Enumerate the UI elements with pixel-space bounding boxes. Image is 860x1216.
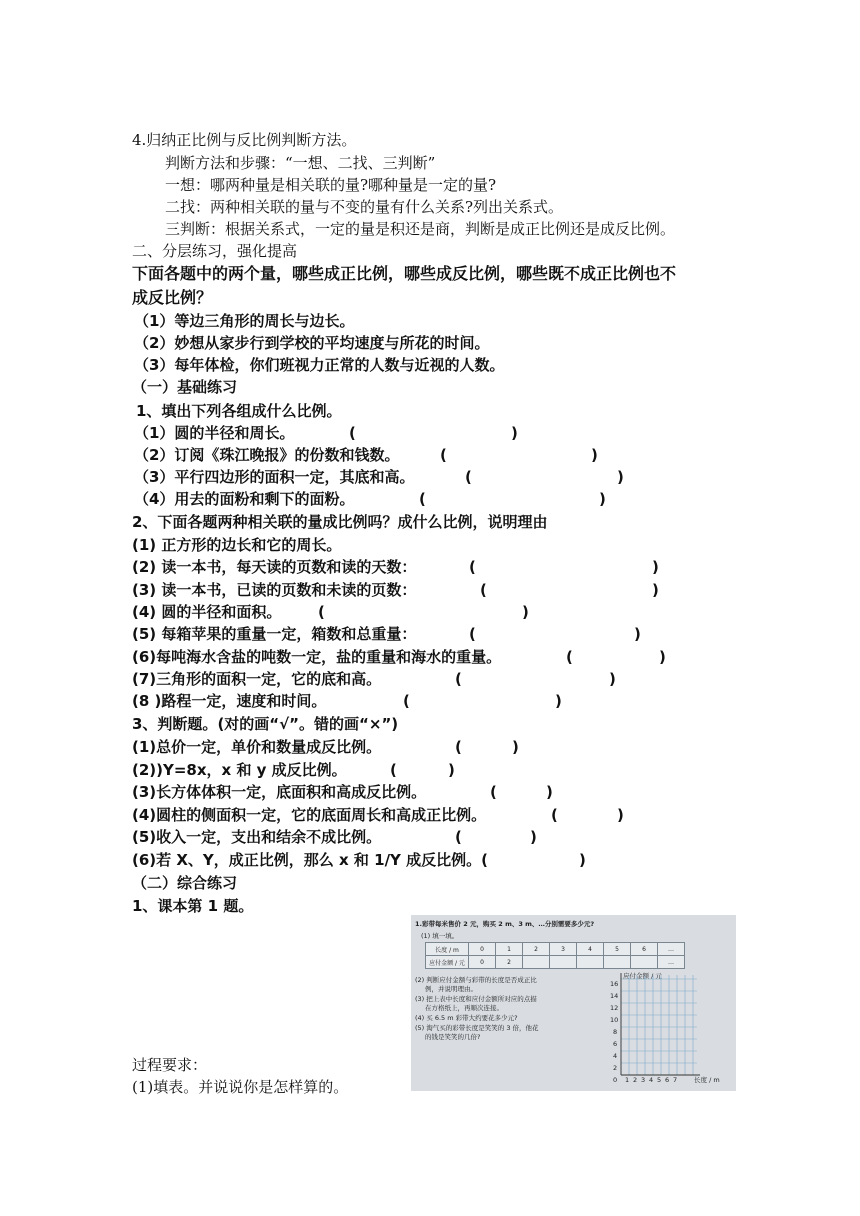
textbook-sub5: 的钱是笑笑的几倍?: [425, 1033, 481, 1041]
q2-item-text: (2) 读一本书，每天读的页数和读的天数：: [132, 558, 417, 576]
y-tick: 0: [613, 1076, 618, 1084]
answer-blank-close[interactable]: ): [448, 761, 455, 779]
step-one: 一想：哪两种量是相关联的量?哪种量是一定的量?: [165, 176, 497, 194]
table-cell: [577, 956, 604, 969]
answer-blank-close[interactable]: ): [579, 851, 586, 869]
table-cell: …: [658, 943, 685, 956]
q3-item-text: (3)长方体体积一定，底面积和高成反比例。: [132, 783, 427, 801]
y-tick: 12: [610, 1004, 619, 1012]
graph-grid: [602, 971, 702, 1079]
answer-blank-close[interactable]: ): [609, 670, 616, 688]
textbook-sub1: (1) 填一填。: [421, 932, 459, 940]
answer-blank-open[interactable]: (: [390, 761, 397, 779]
answer-blank-open[interactable]: (: [455, 828, 462, 846]
answer-blank-open[interactable]: (: [318, 603, 325, 621]
answer-blank-open[interactable]: (: [566, 648, 573, 666]
answer-blank-close[interactable]: ): [530, 828, 537, 846]
q3-item-text: (6)若 X、Y，成正比例，那么 x 和 1/Y 成反比例。(: [132, 851, 488, 869]
table-cell: 0: [469, 943, 496, 956]
table-cell: …: [658, 956, 685, 969]
answer-blank-close[interactable]: ): [512, 738, 519, 756]
answer-blank-open[interactable]: (: [469, 625, 476, 643]
table-header: 应付金额 / 元: [426, 956, 469, 969]
table-cell: 6: [631, 943, 658, 956]
table-cell: 3: [550, 943, 577, 956]
x-tick: 2: [633, 1076, 638, 1084]
q3-item-text: (2))Y=8x，x 和 y 成反比例。: [132, 761, 347, 779]
answer-blank-open[interactable]: (: [440, 446, 447, 464]
table-row: [426, 943, 685, 956]
textbook-sub4: (4) 买 6.5 m 彩带大约要花多少元?: [415, 1014, 518, 1022]
answer-blank-open[interactable]: (: [349, 424, 356, 442]
answer-blank-close[interactable]: ): [659, 648, 666, 666]
q3-item-text: (5)收入一定，支出和结余不成比例。: [132, 828, 382, 846]
q3-title: 3、判断题。(对的画“√”。错的画“×”): [132, 715, 399, 733]
textbook-sub5: (5) 淘气买的彩带长度是笑笑的 3 倍，他花: [415, 1024, 539, 1032]
x-tick: 6: [665, 1076, 670, 1084]
answer-blank-open[interactable]: (: [403, 692, 410, 710]
textbook-prompt: 1.彩带每米售价 2 元，购买 2 m、3 m、…分别需要多少元?: [415, 920, 595, 928]
part2-title: 二、分层练习，强化提高: [132, 242, 298, 260]
q1-title: 1、填出下列各组成什么比例。: [136, 402, 342, 420]
part2-question-line1: 下面各题中的两个量，哪些成正比例，哪些成反比例，哪些既不成正比例也不: [132, 264, 677, 283]
textbook-sub2: 例，并说明理由。: [425, 985, 477, 993]
answer-blank-close[interactable]: ): [555, 692, 562, 710]
table-cell: [631, 956, 658, 969]
q2-item-text: (3) 读一本书，已读的页数和未读的页数：: [132, 581, 417, 599]
x-tick: 3: [641, 1076, 646, 1084]
answer-blank-open[interactable]: (: [480, 581, 487, 599]
x-tick: 1: [625, 1076, 630, 1084]
table-row: [426, 956, 685, 969]
table-cell: 0: [469, 956, 496, 969]
answer-blank-close[interactable]: ): [652, 558, 659, 576]
answer-blank-close[interactable]: ): [599, 490, 606, 508]
table-cell: 2: [523, 943, 550, 956]
y-tick: 6: [613, 1040, 618, 1048]
part2-question-line2: 成反比例？: [132, 288, 213, 307]
y-tick: 10: [610, 1016, 619, 1024]
x-axis-label: 长度 / m: [694, 1076, 720, 1084]
q1-item-text: （4）用去的面粉和剩下的面粉。: [134, 490, 355, 508]
y-tick: 4: [613, 1052, 618, 1060]
q2-item-text: (7)三角形的面积一定，它的底和高。: [132, 670, 382, 688]
answer-blank-open[interactable]: (: [490, 783, 497, 801]
basic-practice-title: （一）基础练习: [132, 378, 238, 396]
table-cell: [604, 956, 631, 969]
x-tick: 4: [649, 1076, 654, 1084]
y-tick: 16: [610, 980, 619, 988]
answer-blank-open[interactable]: (: [455, 670, 462, 688]
part2-item: （2）妙想从家步行到学校的平均速度与所花的时间。: [134, 334, 490, 352]
x-tick: 5: [657, 1076, 662, 1084]
q2-item-text: (5) 每箱苹果的重量一定，箱数和总重量：: [132, 625, 417, 643]
table-cell: [523, 956, 550, 969]
step-three: 三判断：根据关系式，一定的量是积还是商，判断是成正比例还是成反比例。: [165, 220, 676, 238]
x-tick: 7: [673, 1076, 678, 1084]
q3-item-text: (1)总价一定，单价和数量成反比例。: [132, 738, 382, 756]
textbook-sub3: 在方格纸上，再顺次连接。: [425, 1004, 503, 1012]
y-tick: 14: [610, 992, 619, 1000]
process-item: (1)填表。并说说你是怎样算的。: [132, 1078, 349, 1096]
answer-blank-open[interactable]: (: [469, 558, 476, 576]
part2-item: （3）每年体检，你们班视力正常的人数与近视的人数。: [134, 356, 505, 374]
q1-item-text: （1）圆的半径和周长。: [134, 424, 295, 442]
table-header: 长度 / m: [426, 943, 469, 956]
price-table: [425, 942, 685, 969]
textbook-sub3: (3) 把上表中长度和应付金额所对应的点描: [415, 995, 537, 1003]
answer-blank-close[interactable]: ): [591, 446, 598, 464]
answer-blank-close[interactable]: ): [546, 783, 553, 801]
answer-blank-close[interactable]: ): [617, 806, 624, 824]
y-axis-label: 应付金额 / 元: [623, 972, 662, 980]
textbook-sub2: (2) 判断应付金额与彩带的长度是否成正比: [415, 976, 537, 984]
table-cell: [550, 956, 577, 969]
answer-blank-close[interactable]: ): [511, 424, 518, 442]
answer-blank-open[interactable]: (: [551, 806, 558, 824]
answer-blank-open[interactable]: (: [455, 738, 462, 756]
section4-title: 4.归纳正比例与反比例判断方法。: [132, 131, 357, 149]
textbook-image: [411, 915, 736, 1091]
part2-item: （1）等边三角形的周长与边长。: [134, 312, 355, 330]
answer-blank-open[interactable]: (: [419, 490, 426, 508]
answer-blank-open[interactable]: (: [465, 468, 472, 486]
q3-item-text: (4)圆柱的侧面积一定，它的底面周长和高成正比例。: [132, 806, 487, 824]
answer-blank-close[interactable]: ): [617, 468, 624, 486]
y-tick: 2: [613, 1064, 618, 1072]
table-cell: 4: [577, 943, 604, 956]
table-cell: 2: [496, 956, 523, 969]
answer-blank-close[interactable]: ): [634, 625, 641, 643]
q1-item-text: （2）订阅《珠江晚报》的份数和钱数。: [134, 446, 400, 464]
q2-item-text: (6)每吨海水含盐的吨数一定，盐的重量和海水的重量。: [132, 648, 502, 666]
answer-blank-close[interactable]: ): [522, 603, 529, 621]
q2-item-text: (4) 圆的半径和面积。: [132, 603, 282, 621]
q1-item-text: （3）平行四边形的面积一定，其底和高。: [134, 468, 415, 486]
q2-item-text: (8 )路程一定，速度和时间。: [132, 692, 327, 710]
q2-title: 2、下面各题两种相关联的量成比例吗？成什么比例，说明理由: [132, 513, 548, 531]
y-tick: 8: [613, 1028, 618, 1036]
q2-item-text: (1) 正方形的边长和它的周长。: [132, 536, 342, 554]
process-label: 过程要求：: [132, 1056, 208, 1074]
textbook-question: 1、课本第 1 题。: [132, 897, 254, 915]
comprehensive-title: （二）综合练习: [132, 874, 238, 892]
method-steps-label: 判断方法和步骤：“一想、二找、三判断”: [165, 154, 436, 172]
step-two: 二找：两种相关联的量与不变的量有什么关系?列出关系式。: [165, 198, 564, 216]
answer-blank-close[interactable]: ): [652, 581, 659, 599]
table-cell: 5: [604, 943, 631, 956]
table-cell: 1: [496, 943, 523, 956]
